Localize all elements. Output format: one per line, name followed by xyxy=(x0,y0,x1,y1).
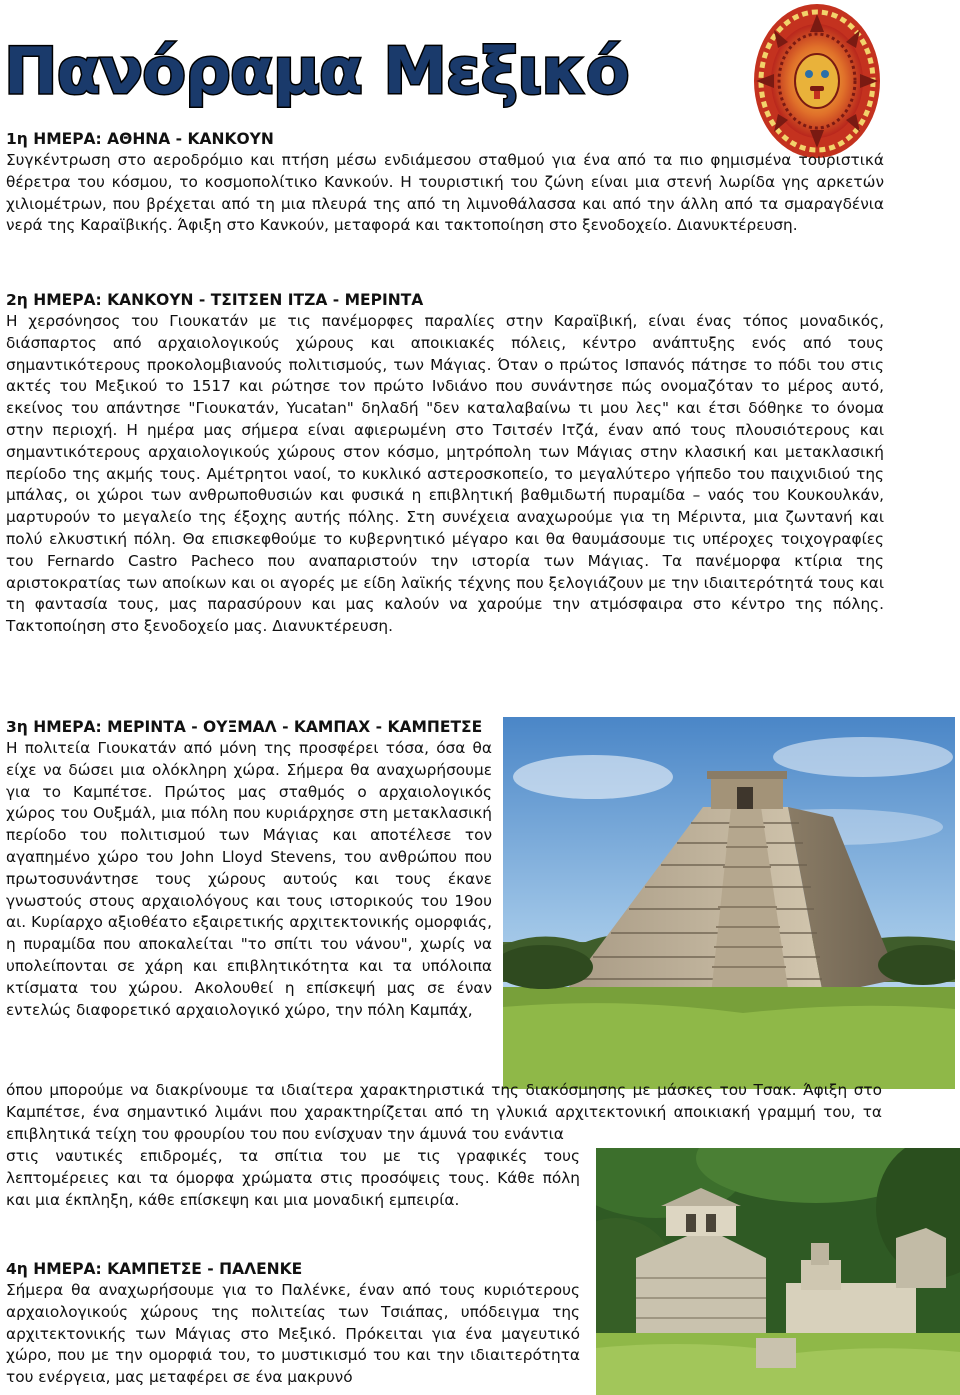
day2-section xyxy=(6,289,884,638)
day4-section xyxy=(6,1258,580,1389)
day4-text: Σήμερα θα αναχωρήσουμε για το Παλένκε, έναν από τους κυριότερους αρχαιολογικούς χώρους της πολιτείας των Τσιάπας, υπόδειγμα της αρχιτεκτονικής των Μάγιας στο Μεξικό. Πρόκειται για ένα μαγευτικό χώρο, που με την ομορφιά του, το μυστικισμό του και την ιδιαιτερότητα του ενέργεια, μας μεταφέρει σε ένα μακρυνό xyxy=(6,1281,580,1387)
day2-text: Η χερσόνησος του Γιουκατάν με τις πανέμορφες παραλίες στην Καραϊβική, είναι ένας τόπος μοναδικός, διάσπαρτος από αρχαιολογικούς χώρους και αποικιακές πόλεις, κέντρο ανάπτυξης ενός από τους σημαντικότερους προκολομβιανούς πολιτισμούς, των Μάγιας. Όταν ο πρώτος Ισπανός πάτησε το πόδι του στις ακτές του Μεξικού το 1517 και ρώτησε τον πρώτο Ινδιάνο που συνάντησε πώς ονομαζόταν το μέρος αυτό, εκείνος του απάντησε "Γιουκατάν, Yucatan" δηλαδή "δεν καταλαβαίνω τι μου λες" και έτσι δόθηκε το όνομα στην περιοχή. Η ημέρα μας σήμερα είναι αφιερωμένη στο Τσιτσέν Ιτζά, έναν από τους πλουσιότερους και σημαντικότερους αρχαιολογικούς χώρους στον κόσμο, μητρόπολη των Μάγιας στην κλασική και μετακλασική περίοδο της ακμής τους. Αμέτρητοι ναοί, το κυκλικό αστεροσκοπείο, το μεγαλύτερο γήπεδο του παιχνιδιού της μπάλας, οι χώροι των ανθρωποθυσιών και φυσικά η επιβλητική βαθμιδωτή πυραμίδα – ναός του Κουκουλκάν, μαρτυρούν το μεγαλείο της έξοχης αυτής πόλης. Στη συνέχεια αναχωρούμε για τη Μέριντα, μια ζωντανή και πολύ ελκυστική πόλη. Θα επισκεφθούμε το κυβερνητικό μέγαρο και θα θαυμάσουμε τις υπέροχες τοιχογραφίες του Fernardo Castro Pacheco που αναπαριστούν την ιστορία των Μάγιας. Τα πανέμορφα κτίρια της αριστοκρατίας των αποίκων και οι αγορές με είδη λαϊκής τέχνης που ξελογιάζουν με την ιδιαιτερότητά τους και τη φαντασία τους, μας παρασύρουν και μας καλούν να χαρούμε την ατμόσφαιρα στο κέντρο της πόλης. Τακτοποίηση στο ξενοδοχείο μας. Διανυκτέρευση. xyxy=(6,312,884,636)
day4-heading: 4η ΗΜΕΡΑ: ΚΑΜΠΕΤΣΕ - ΠΑΛΕΝΚΕ xyxy=(6,1260,303,1278)
day3-text-c: στις ναυτικές επιδρομές, τα σπίτια του με τις γραφικές τους λεπτομέρειες και τα όμορφα χρώματα στις προσόψεις τους. Κάθε πόλη και μια έκπληξη, κάθε επίσκεψη και μια μοναδική εμπειρία. xyxy=(6,1147,580,1209)
palenque-photo xyxy=(596,1148,960,1395)
pyramid-photo xyxy=(503,717,955,1089)
day1-heading: 1η ΗΜΕΡΑ: ΑΘΗΝΑ - ΚΑΝΚΟΥΝ xyxy=(6,130,274,148)
day3-heading: 3η ΗΜΕΡΑ: ΜΕΡΙΝΤΑ - ΟΥΞΜΑΛ - ΚΑΜΠΑΧ - ΚΑΜΠΕΤΣΕ xyxy=(6,718,483,736)
day3-text-b: όπου μπορούμε να διακρίνουμε τα ιδιαίτερα χαρακτηριστικά της διακόσμησης με μάσκες του Τσακ. Άφιξη στο Καμπέτσε, ένα σημαντικό λιμάνι που χαρακτηρίζεται από τη γλυκιά αρχιτεκτονική αποικιακή γραμμή του, τα επιβλητικά τείχη του φρουρίου του που ενίσχυαν την άμυνά του ενάντια xyxy=(6,1081,882,1143)
day3-text-a: Η πολιτεία Γιουκατάν από μόνη της προσφέρει τόσα, όσα θα είχε να δώσει μια ολόκληρη χώρα. Σήμερα θα αναχωρήσουμε για το Καμπέτσε. Πρώτος μας σταθμός ο αρχαιολογικός χώρος του Ουξμάλ, μια πόλη που κυριάρχησε στη μετακλασική περίοδο του πολιτισμού των Μάγιας και αποτέλεσε τον αγαπημένο χώρο του John Lloyd Stevens, του ανθρώπου που πρωτοσυνάντησε τους χώρους αυτούς και τους έκανε γνωστούς στους αρχαιολόγους και τους ιστορικούς του 19ου αι. Κυρίαρχο αξιοθέατο εξαιρετικής αρχιτεκτονικής ομορφιάς, η πυραμίδα που αποκαλείται "το σπίτι του νάνου", χωρίς να υπολείπονται σε χάρη και επιβλητικότητα και τα υπόλοιπα κτίσματα του χώρου. Ακολουθεί η επίσκεψή μας σε έναν εντελώς διαφορετικό αρχαιολογικό χώρο, την πόλη Καμπάχ, xyxy=(6,739,492,1019)
day1-text: Συγκέντρωση στο αεροδρόμιο και πτήση μέσω ενδιάμεσου σταθμού για ένα από τα πιο φημισμένα τουριστικά θέρετρα του κόσμου, το κοσμοπολίτικο Κανκούν. Η τουριστική του ζώνη είναι μια στενή λωρίδα γης αρκετών χιλιομέτρων, που βρέχεται από τη μια πλευρά της από τη λιμνοθάλασσα και από την άλλη από τα σμαραγδένια νερά της Καραϊβικής. Άφιξη στο Κανκούν, μεταφορά και τακτοποίηση στο ξενοδοχείο. Διανυκτέρευση. xyxy=(6,151,884,235)
day2-heading: 2η ΗΜΕΡΑ: ΚΑΝΚΟΥΝ - ΤΣΙΤΣΕΝ ΙΤΖΑ - ΜΕΡΙΝΤΑ xyxy=(6,291,424,309)
day1-section xyxy=(6,128,884,237)
day3-section-end xyxy=(6,1146,580,1211)
page-title: Πανόραμα Μεξικό xyxy=(4,35,629,109)
day3-section xyxy=(6,716,492,1021)
day3-continued xyxy=(6,1080,882,1145)
